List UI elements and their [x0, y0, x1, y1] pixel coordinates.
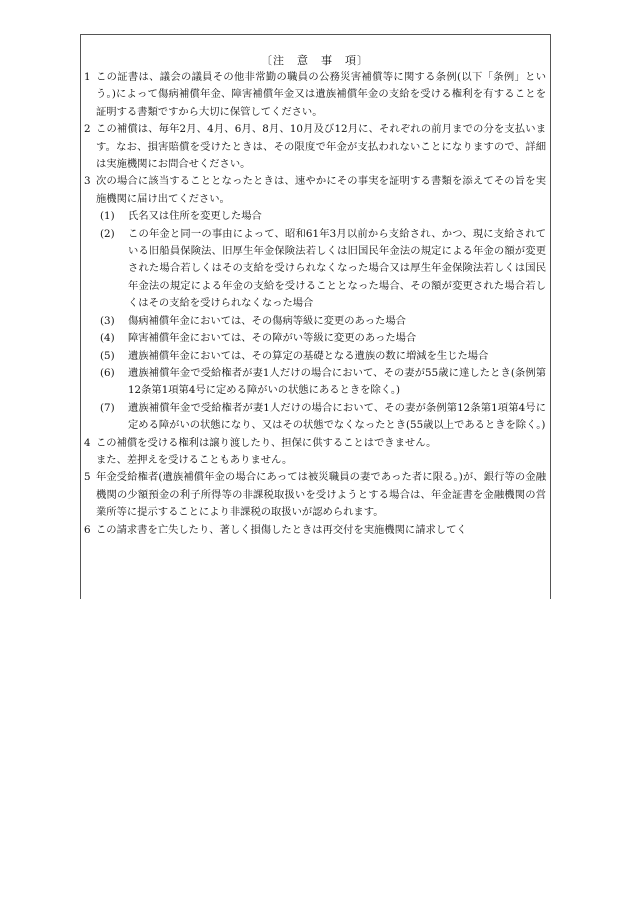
- notice-item-4-continued: また、差押えを受けることもありません。: [96, 453, 293, 466]
- notice-item-1: [84, 69, 546, 121]
- item-number: 5: [84, 471, 91, 484]
- subitem-text: 遺族補償年金で受給権者が妻1人だけの場合において、その妻が55歳に達したとき(条例第12条第1項第4号に定める障がいの状態にあるときを除く。): [128, 366, 546, 397]
- item-text: 次の場合に該当することとなったときは、速やかにその事実を証明する書類を添えてその旨を実施機関に届け出てください。: [96, 175, 546, 205]
- item-text: この補償は、毎年2月、4月、6月、8月、10月及び12月に、それぞれの前月までの分を支払います。なお、損害賠償を受けたときは、その限度で年金が支払われないことになりますので、詳細は実施機関にお問合せください。: [96, 123, 546, 171]
- notice-body: [84, 69, 546, 539]
- notice-item-3: [84, 173, 546, 208]
- notice-subitem-4: [84, 330, 546, 347]
- notice-title: 〔注 意 事 項〕: [261, 54, 369, 67]
- item-text: この請求書を亡失したり、著しく損傷したときは再交付を実施機関に請求してく: [96, 523, 467, 536]
- notice-subitem-6: [84, 365, 546, 400]
- subitem-number: (1): [100, 210, 115, 223]
- subitem-text: 遺族補償年金で受給権者が妻1人だけの場合において、その妻が条例第12条第1項第4号に定める障がいの状態になり、又はその状態でなくなったとき(55歳以上であるときを除く。): [128, 401, 546, 432]
- notice-item-4: [84, 435, 546, 452]
- item-text: 年金受給権者(遺族補償年金の場合にあっては被災職員の妻であった者に限る。)が、銀行等の金融機関の少額預金の利子所得等の非課税取扱いを受けようとする場合は、年金証書を金融機関の営業所等に提示することにより非課税の取扱いが認められます。: [96, 471, 546, 519]
- item-number: 3: [84, 175, 91, 188]
- subitem-number: (2): [100, 227, 115, 240]
- item-number: 1: [84, 71, 91, 83]
- notice-item-2: [84, 121, 546, 173]
- notice-subitem-3: [84, 313, 546, 330]
- subitem-number: (6): [100, 366, 115, 379]
- item-text: この証書は、議会の議員その他非常勤の職員の公務災害補償等に関する条例(以下「条例」という。)によって傷病補償年金、障害補償年金又は遺族補償年金の支給を受ける権利を有することを証明する書類ですから大切に保管してください。: [96, 71, 546, 118]
- notice-subitem-7: [84, 400, 546, 435]
- item-number: 4: [84, 436, 91, 449]
- subitem-number: (4): [100, 332, 115, 345]
- item-number: 2: [84, 123, 91, 136]
- notice-subitem-5: [84, 348, 546, 365]
- subitem-text: 傷病補償年金においては、その傷病等級に変更のあった場合: [128, 314, 406, 327]
- subitem-text: 氏名又は住所を変更した場合: [128, 210, 262, 223]
- subitem-text: 遺族補償年金においては、その算定の基礎となる遺族の数に増減を生じた場合: [128, 349, 489, 362]
- subitem-text: この年金と同一の事由によって、昭和61年3月以前から支給され、かつ、現に支給されている旧船員保険法、旧厚生年金保険法若しくは旧国民年金法の規定による年金の額が変更された場合若しくはその支給を受けられなくなった場合又は厚生年金保険法若しくは国民年金法の規定による年金の支給を受けることとなった場合、その額が変更された場合若しくはその支給を受けられなくなった場合: [128, 227, 546, 310]
- item-number: 6: [84, 523, 91, 536]
- notice-item-5: [84, 469, 546, 521]
- subitem-number: (5): [100, 349, 115, 362]
- notice-item-6: [84, 522, 546, 539]
- subitem-text: 障害補償年金においては、その障がい等級に変更のあった場合: [128, 332, 417, 345]
- item-text: この補償を受ける権利は譲り渡したり、担保に供することはできません。: [96, 436, 437, 449]
- subitem-number: (7): [100, 401, 115, 414]
- notice-subitem-2: [84, 226, 546, 313]
- subitem-number: (3): [100, 314, 115, 327]
- notice-subitem-1: [84, 208, 546, 225]
